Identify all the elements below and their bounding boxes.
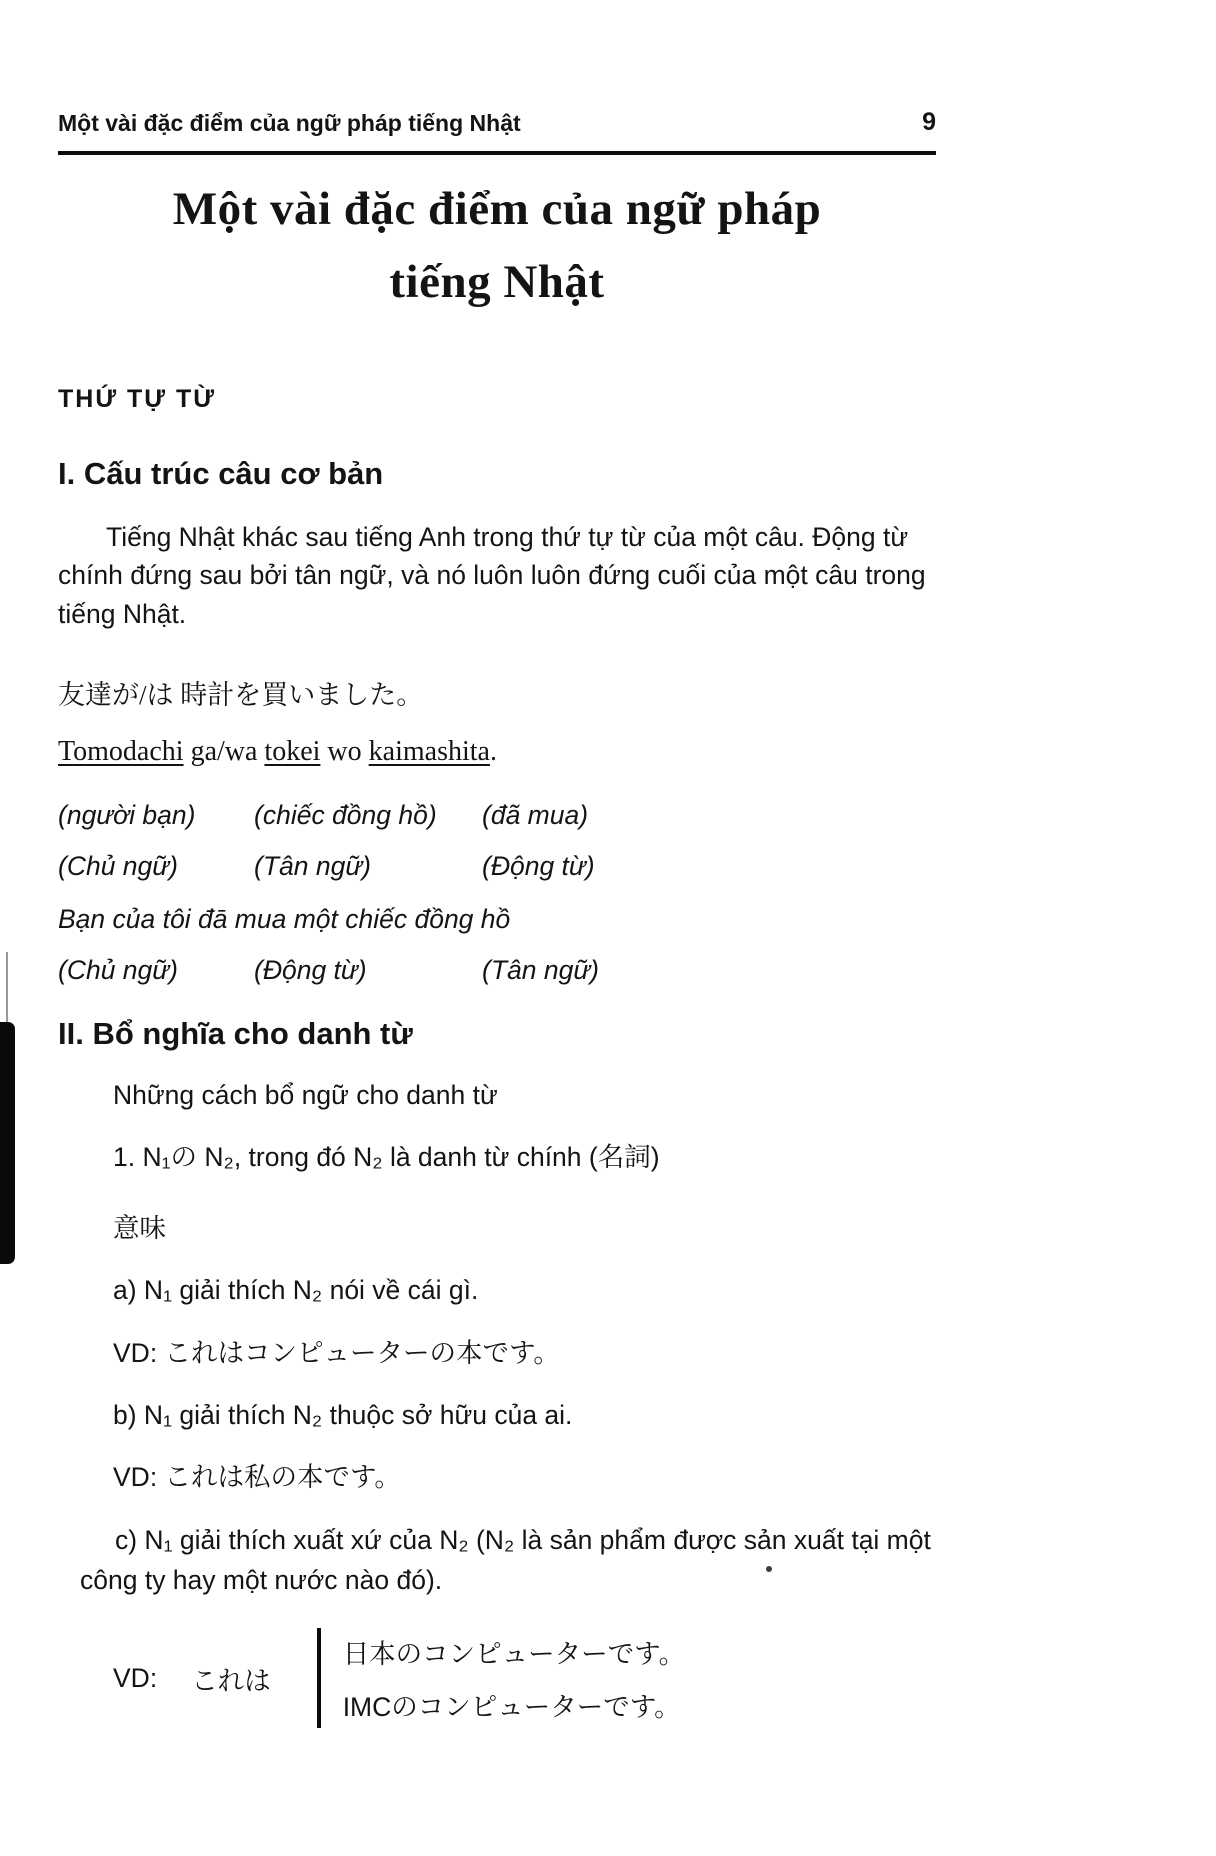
scan-ink-mark-artifact: [0, 1022, 15, 1264]
gloss-cell: (chiếc đồng hồ): [254, 799, 437, 830]
vd-c-option-japan: 日本のコンピューターです。: [342, 1639, 686, 1670]
romaji-particle-wo: wo: [320, 735, 369, 767]
romaji-particle-gawa: ga/wa: [183, 735, 265, 767]
example-vd-b: VD: これは私の本です。: [113, 1462, 401, 1493]
section-kicker: THỨ TỰ TỪ: [58, 384, 216, 413]
gloss-cell: (Tân ngữ): [254, 850, 371, 881]
gloss-cell: (Động từ): [482, 850, 595, 881]
page-title-line1: Một vài đặc điểm của ngữ pháp: [172, 183, 822, 235]
rule-n1-no-n2: 1. N₁の N₂, trong đó N₂ là danh từ chính (名詞): [113, 1142, 660, 1173]
page-number: 9: [922, 108, 936, 136]
gloss-cell: (đã mua): [482, 799, 589, 830]
running-title: Một vài đặc điểm của ngữ pháp tiếng Nhật: [58, 110, 521, 136]
scan-speck-artifact: [766, 1566, 772, 1572]
heading-noun-modification: II. Bổ nghĩa cho danh từ: [58, 1015, 413, 1051]
gloss-cell: (Động từ): [254, 954, 367, 985]
gloss-cell: (Tân ngữ): [482, 954, 599, 985]
running-header: [58, 108, 936, 155]
example-vd-a: VD: これはコンピューターの本です。: [113, 1337, 560, 1368]
romaji-word-kaimashita: kaimashita: [368, 735, 490, 767]
vd-c-lead: これは: [191, 1665, 271, 1696]
heading-basic-sentence-structure: I. Cấu trúc câu cơ bản: [58, 455, 384, 491]
imi-label: 意味: [113, 1212, 166, 1243]
page-title: [58, 173, 936, 319]
translation-sentence: Bạn của tôi đā mua một chiếc đồng hồ: [58, 903, 511, 934]
gloss-cell: (Chủ ngữ): [58, 954, 178, 985]
paragraph-word-order: Tiếng Nhật khác sau tiếng Anh trong thứ tự từ của một câu. Động từ chính đứng sau bởi tân ngữ, và nó luôn luôn đứng cuối của một câu trong tiếng Nhật.: [58, 521, 926, 629]
gloss-row-meanings: [58, 800, 936, 831]
gloss-cell: (Chủ ngữ): [58, 850, 178, 881]
romaji-word-tokei: tokei: [264, 735, 321, 767]
example-vd-c: [113, 1628, 936, 1728]
page-title-line2: tiếng Nhật: [389, 255, 605, 308]
item-c: c) N₁ giải thích xuất xứ của N₂ (N₂ là sản phẩm được sản xuất tại một công ty hay một nước nào đó).: [80, 1524, 931, 1595]
romaji-example-sentence: [58, 736, 936, 768]
japanese-example-sentence: 友達が/は 時計を買いました。: [58, 679, 424, 710]
romaji-period: .: [489, 735, 497, 767]
vd-c-label: VD:: [113, 1662, 158, 1693]
intro-noun-modifiers: Những cách bổ ngữ cho danh từ: [113, 1079, 498, 1110]
gloss-row-roles-jp: [58, 851, 936, 882]
vd-c-option-imc: IMCのコンピューターです。: [342, 1692, 681, 1723]
gloss-cell: (người bạn): [58, 799, 196, 830]
scan-hairline-artifact: [6, 952, 8, 1022]
romaji-word-tomodachi: Tomodachi: [58, 735, 184, 767]
item-b: b) N₁ giải thích N₂ thuộc sở hữu của ai.: [113, 1400, 573, 1431]
gloss-row-roles-vn: [58, 955, 936, 986]
item-a: a) N₁ giải thích N₂ nói về cái gì.: [113, 1275, 479, 1306]
vd-c-options: [317, 1628, 685, 1728]
